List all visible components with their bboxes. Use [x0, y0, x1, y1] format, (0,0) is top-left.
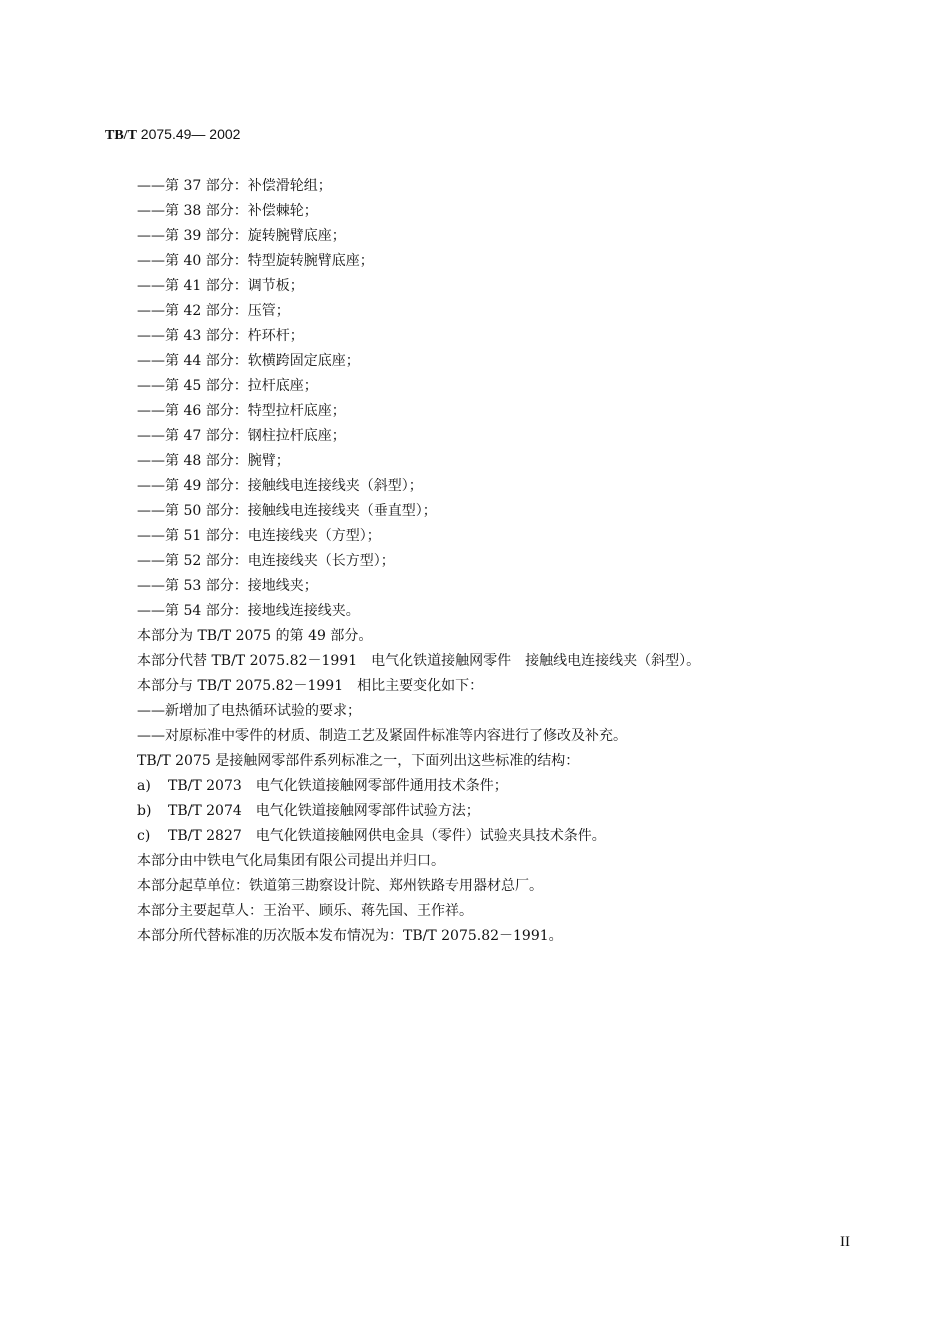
list-text: TB/T 2827 电气化铁道接触网供电金具（零件）试验夹具技术条件。	[168, 828, 606, 844]
part-item: ——第 44 部分：软横跨固定底座；	[137, 353, 360, 369]
list-label: a)	[137, 778, 151, 794]
part-item: ——第 47 部分：钢柱拉杆底座；	[137, 428, 346, 444]
part-item: ——第 37 部分：补偿滑轮组；	[137, 178, 332, 194]
part-item: ——第 40 部分：特型旋转腕臂底座；	[137, 253, 374, 269]
paragraph: 本部分为 TB/T 2075 的第 49 部分。	[137, 628, 373, 644]
paragraph: 本部分与 TB/T 2075.82－1991 相比主要变化如下：	[137, 678, 484, 694]
standard-list-item	[137, 824, 877, 849]
part-item: ——第 42 部分：压管；	[137, 303, 290, 319]
standard-list-item	[137, 774, 877, 799]
list-text: TB/T 2074 电气化铁道接触网零部件试验方法；	[168, 803, 480, 819]
document-body	[137, 174, 877, 949]
part-item: ——第 38 部分：补偿棘轮；	[137, 203, 318, 219]
part-item: ——第 52 部分：电连接线夹（长方型）；	[137, 553, 395, 569]
standard-number: 2075.49	[140, 126, 192, 142]
list-text: TB/T 2073 电气化铁道接触网零部件通用技术条件；	[168, 778, 508, 794]
part-item: ——第 49 部分：接触线电连接线夹（斜型）；	[137, 478, 423, 494]
paragraph: 本部分起草单位：铁道第三勘察设计院、郑州铁路专用器材总厂。	[137, 878, 543, 894]
list-label: c)	[137, 828, 151, 844]
change-item: ——新增加了电热循环试验的要求；	[137, 703, 361, 719]
part-item: ——第 39 部分：旋转腕臂底座；	[137, 228, 346, 244]
part-item: ——第 54 部分：接地线连接线夹。	[137, 603, 360, 619]
paragraph: 本部分由中铁电气化局集团有限公司提出并归口。	[137, 853, 445, 869]
part-item: ——第 51 部分：电连接线夹（方型）；	[137, 528, 381, 544]
standard-year: 2002	[209, 126, 241, 142]
part-item: ——第 53 部分：接地线夹；	[137, 578, 318, 594]
part-item: ——第 48 部分：腕臂；	[137, 453, 290, 469]
part-item: ——第 43 部分：杵环杆；	[137, 328, 304, 344]
standard-list-item	[137, 799, 877, 824]
page-number: II	[840, 1234, 850, 1250]
standard-prefix: TB/T	[105, 128, 137, 143]
paragraph: 本部分所代替标准的历次版本发布情况为：TB/T 2075.82－1991。	[137, 928, 563, 944]
paragraph: 本部分代替 TB/T 2075.82－1991 电气化铁道接触网零件 接触线电连接线夹（斜型）。	[137, 653, 701, 669]
header-dash: —	[191, 126, 206, 142]
list-label: b)	[137, 803, 152, 819]
page-header	[105, 126, 240, 144]
part-item: ——第 46 部分：特型拉杆底座；	[137, 403, 346, 419]
paragraph: TB/T 2075 是接触网零部件系列标准之一，下面列出这些标准的结构：	[137, 753, 580, 769]
part-item: ——第 41 部分：调节板；	[137, 278, 304, 294]
paragraph: 本部分主要起草人：王治平、顾乐、蒋先国、王作祥。	[137, 903, 473, 919]
change-item: ——对原标准中零件的材质、制造工艺及紧固件标准等内容进行了修改及补充。	[137, 728, 627, 744]
part-item: ——第 50 部分：接触线电连接线夹（垂直型）；	[137, 503, 437, 519]
part-item: ——第 45 部分：拉杆底座；	[137, 378, 318, 394]
